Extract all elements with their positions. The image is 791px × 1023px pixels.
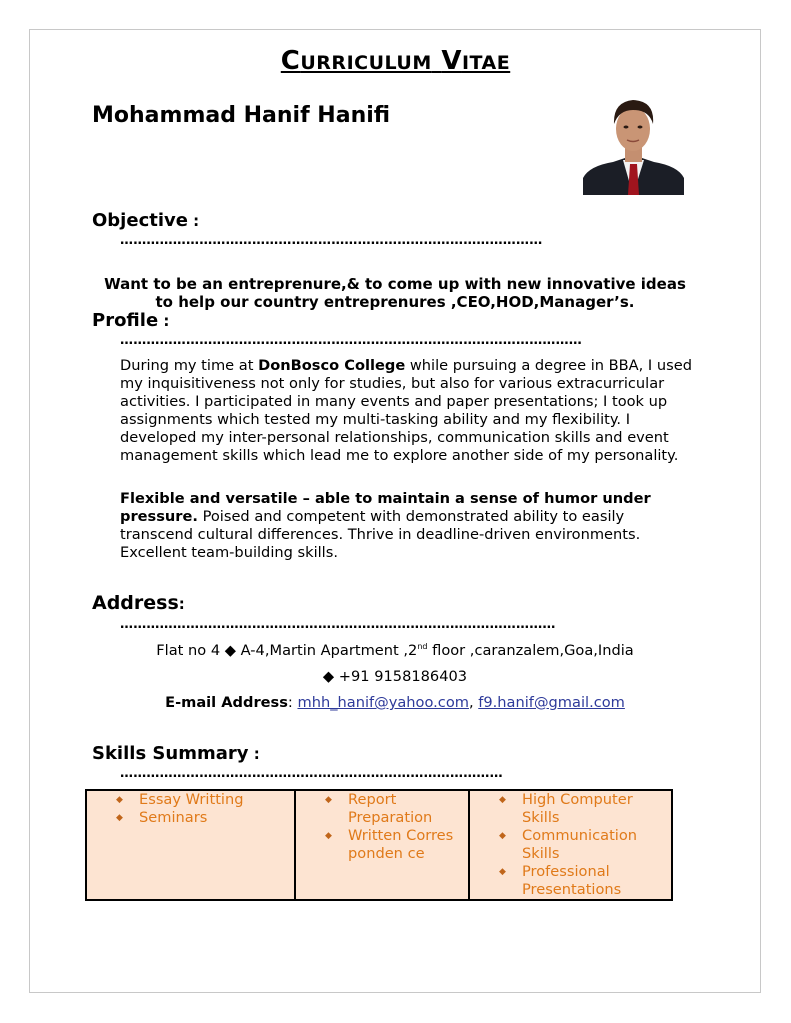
profile-divider: …………………………………………………………………………………………… <box>120 333 582 348</box>
address-line: Flat no 4 ◆ A-4,Martin Apartment ,2nd floor ,caranzalem,Goa,India <box>156 642 634 659</box>
skills-column-2 <box>295 790 469 900</box>
email-line: E-mail Address: mhh_hanif@yahoo.com, f9.hanif@gmail.com <box>165 694 625 711</box>
skills-divider: …………………………………………………………………………… <box>120 766 503 781</box>
email-label: E-mail Address <box>165 694 288 711</box>
skill-item: ◆ High Computer Skills <box>499 791 633 826</box>
diamond-bullet-icon: ◆ <box>116 813 123 823</box>
diamond-bullet-icon: ◆ <box>499 867 506 877</box>
objective-divider: …………………………………………………………………………………… <box>120 233 543 248</box>
skill-item: ◆ Communication Skills <box>499 827 638 862</box>
diamond-bullet-icon: ◆ <box>325 831 332 841</box>
diamond-bullet-icon: ◆ <box>499 831 506 841</box>
diamond-bullet-icon: ◆ <box>499 795 506 805</box>
diamond-icon: ◆ <box>224 642 236 659</box>
address-heading: Address: <box>92 592 185 614</box>
diamond-bullet-icon: ◆ <box>325 795 332 805</box>
profile-photo <box>583 96 684 195</box>
skill-item: ◆ Seminars <box>116 809 208 826</box>
phone-line: ◆ +91 9158186403 <box>322 668 468 685</box>
skill-item: ◆ Written Corresponden ce <box>325 827 454 862</box>
skills-heading: Skills Summary : <box>92 743 260 764</box>
skill-item: ◆ Report Preparation <box>325 791 433 826</box>
diamond-bullet-icon: ◆ <box>116 795 123 805</box>
profile-heading: Profile : <box>92 310 170 331</box>
profile-paragraph-2: Flexible and versatile – able to maintain a sense of humor under pressure. Poised and competent with demonstrated ability to easily transcend cultural differences. Thrive in deadline-driven environments. Excellent team-building skills. <box>120 490 651 561</box>
skill-item: ◆ Professional Presentations <box>499 863 622 898</box>
skills-column-1 <box>86 790 295 900</box>
skills-column-3 <box>469 790 672 900</box>
email-link-yahoo[interactable]: mhh_hanif@yahoo.com <box>297 694 469 711</box>
objective-text: Want to be an entreprenure,& to come up with new innovative ideas to help our country entreprenures ,CEO,HOD,Manager’s. <box>104 275 686 311</box>
diamond-icon: ◆ <box>322 668 335 685</box>
skill-item: ◆ Essay Writting <box>116 791 244 808</box>
address-divider: ……………………………………………………………………………………… <box>120 617 556 632</box>
candidate-name: Mohammad Hanif Hanifi <box>92 103 391 128</box>
profile-paragraph-1: During my time at DonBosco College while pursuing a degree in BBA, I used my inquisitiveness not only for studies, but also for various extracurricular activities. I participated in many events and paper presentations; I took up assignments which tested my multi-tasking ability and my flexibility. I developed my inter-personal relationships, communication skills and event management skills which lead me to explore another side of my personality. <box>120 357 692 464</box>
skills-table <box>85 789 673 901</box>
objective-heading: Objective : <box>92 210 200 231</box>
document-title: CURRICULUM VITAE <box>280 46 511 76</box>
email-link-gmail[interactable]: f9.hanif@gmail.com <box>478 694 625 711</box>
